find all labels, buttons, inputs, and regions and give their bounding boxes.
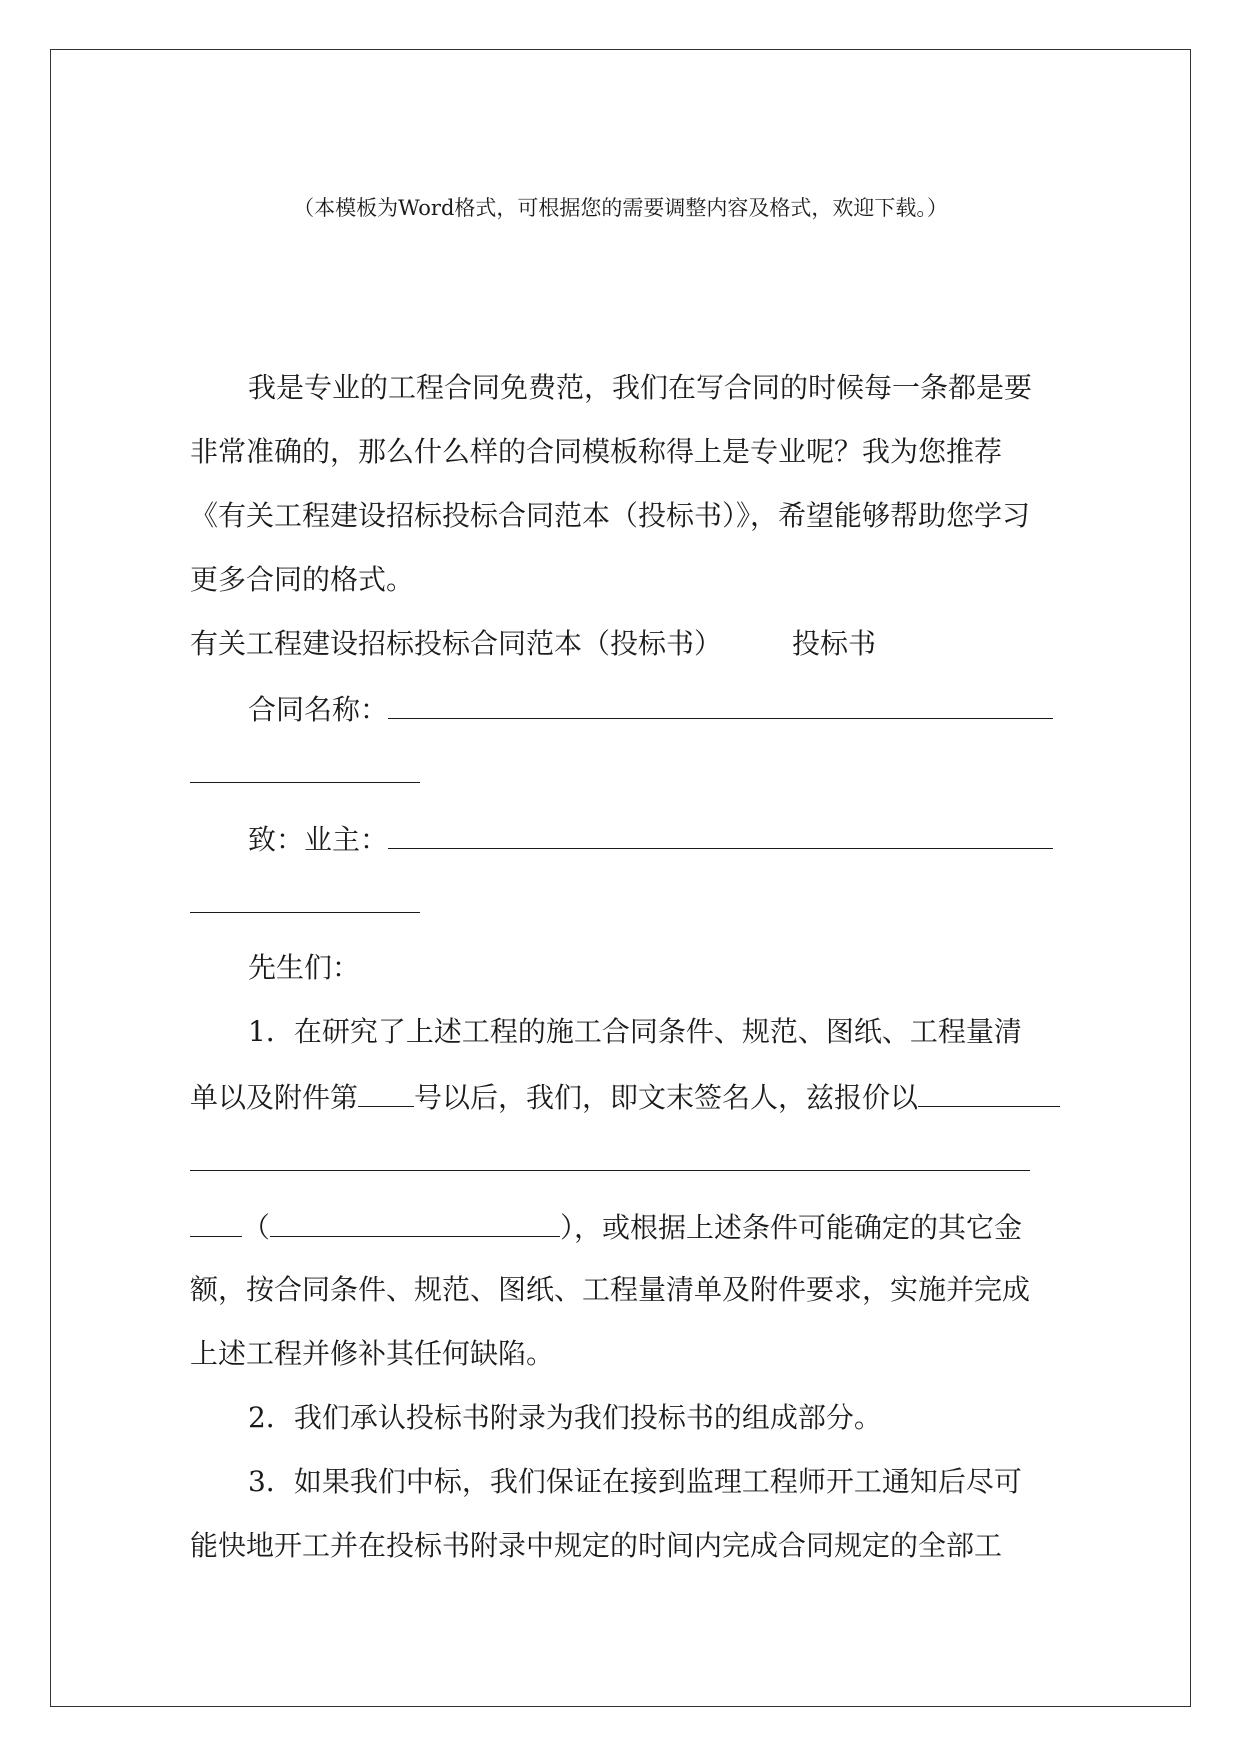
contract-name-blank[interactable]	[388, 688, 1053, 719]
intro-line-4: 更多合同的格式。	[190, 563, 415, 596]
clause-1-text-c: ），或根据上述条件可能确定的其它金	[560, 1211, 1023, 1244]
clause-1-text-a: 单以及附件第	[190, 1081, 359, 1114]
contract-name-row	[248, 688, 1053, 730]
template-note: （本模板为Word格式，可根据您的需要调整内容及格式，欢迎下载。）	[293, 196, 948, 220]
price-blank[interactable]	[918, 1076, 1060, 1107]
clause-1-line-4	[190, 1206, 1022, 1248]
clause-1-text-b: 号以后，我们，即文末签名人，兹报价以	[414, 1081, 919, 1114]
contract-name-label: 合同名称：	[248, 693, 389, 726]
page-border	[50, 49, 1191, 1707]
clause-1-line-1: 1．在研究了上述工程的施工合同条件、规范、图纸、工程量清	[248, 1015, 1022, 1048]
document-heading	[190, 624, 876, 664]
intro-line-2: 非常准确的，那么什么样的合同模板称得上是专业呢？我为您推荐	[190, 435, 1003, 468]
owner-label: 致：业主：	[248, 823, 389, 856]
owner-blank-continued[interactable]	[190, 912, 420, 913]
clause-1-line-2	[190, 1076, 1060, 1118]
attachment-number-blank[interactable]	[358, 1076, 414, 1107]
owner-blank[interactable]	[388, 818, 1053, 849]
price-blank-continued[interactable]	[190, 1170, 1030, 1171]
intro-line-1: 我是专业的工程合同免费范，我们在写合同的时候每一条都是要	[248, 371, 1033, 404]
clause-2: 2．我们承认投标书附录为我们投标书的组成部分。	[248, 1401, 882, 1434]
document-title: 有关工程建设招标投标合同范本（投标书）	[190, 627, 723, 660]
owner-row	[248, 818, 1053, 860]
clause-3-line-1: 3．如果我们中标，我们保证在接到监理工程师开工通知后尽可	[248, 1465, 1022, 1498]
clause-1-line-5: 额，按合同条件、规范、图纸、工程量清单及附件要求，实施并完成	[190, 1273, 1031, 1306]
clause-3-line-2: 能快地开工并在投标书附录中规定的时间内完成合同规定的全部工	[190, 1529, 1003, 1562]
intro-line-3: 《有关工程建设招标投标合同范本（投标书）》，希望能够帮助您学习	[190, 499, 1031, 532]
price-in-words-blank[interactable]	[270, 1206, 560, 1237]
salutation: 先生们：	[248, 951, 361, 984]
price-blank-end[interactable]	[190, 1206, 242, 1237]
contract-name-blank-continued[interactable]	[190, 782, 420, 783]
clause-1-line-6: 上述工程并修补其任何缺陷。	[190, 1337, 555, 1370]
clause-1-paren-open: （	[242, 1211, 271, 1244]
document-subtitle: 投标书	[792, 627, 877, 660]
